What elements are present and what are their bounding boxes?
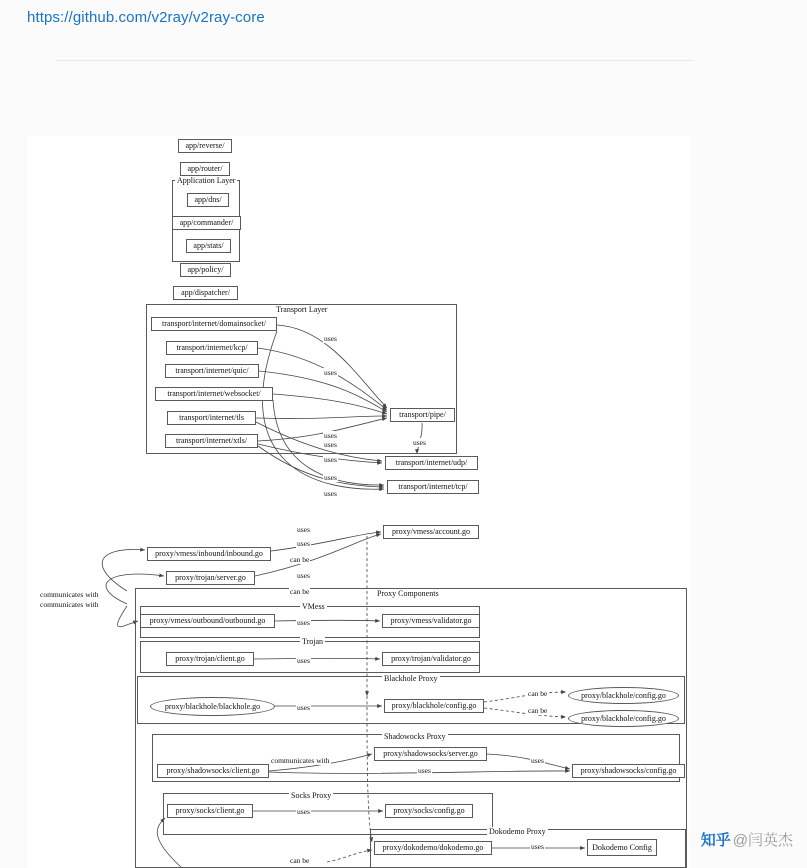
edge-label: uses — [297, 539, 310, 548]
edge-label: can be — [528, 706, 548, 715]
zhihu-logo: 知乎 — [700, 832, 731, 849]
node-transport-kcp[interactable]: transport/internet/kcp/ — [166, 341, 258, 355]
node-shadowsocks-server[interactable]: proxy/shadowsocks/server.go — [374, 747, 487, 761]
node-transport-udp[interactable]: transport/internet/udp/ — [385, 456, 478, 470]
cluster-label-socks-proxy: Socks Proxy — [291, 791, 332, 800]
edge-label: uses — [324, 455, 337, 464]
node-trojan-validator[interactable]: proxy/trojan/validator.go — [382, 652, 480, 666]
node-shadowsocks-config[interactable]: proxy/shadowsocks/config.go — [572, 764, 685, 778]
node-socks-config[interactable]: proxy/socks/config.go — [385, 804, 473, 818]
edge-label: can be — [290, 856, 310, 865]
cluster-label-trojan: Trojan — [302, 637, 324, 646]
edge-label: uses — [413, 438, 426, 447]
node-trojan-client[interactable]: proxy/trojan/client.go — [166, 652, 254, 666]
edge-label: uses — [324, 368, 337, 377]
cluster-label-dokodemo-proxy: Dokodemo Proxy — [489, 827, 546, 836]
edge-label: communicates with — [40, 590, 99, 599]
edge-label: uses — [297, 571, 310, 580]
node-app-dispatcher[interactable]: app/dispatcher/ — [173, 286, 238, 300]
node-vmess-account[interactable]: proxy/vmess/account.go — [383, 525, 479, 539]
node-dokodemo-dokodemo[interactable]: proxy/dokodemo/dokodemo.go — [374, 841, 492, 855]
edge-label: uses — [324, 440, 337, 449]
edge-label: communicates with — [40, 600, 99, 609]
node-transport-domainsocket[interactable]: transport/internet/domainsocket/ — [151, 317, 277, 331]
cluster-label-vmess: VMess — [302, 602, 325, 611]
node-trojan-server[interactable]: proxy/trojan/server.go — [166, 571, 255, 585]
node-blackhole-config-3[interactable]: proxy/blackhole/config.go — [568, 710, 679, 727]
edge-label: communicates with — [271, 756, 330, 765]
node-vmess-outbound[interactable]: proxy/vmess/outbound/outbound.go — [140, 614, 275, 628]
node-transport-tcp[interactable]: transport/internet/tcp/ — [387, 480, 479, 494]
diagram-canvas — [27, 136, 690, 868]
node-transport-websocket[interactable]: transport/internet/websocket/ — [155, 387, 273, 401]
edge-label: uses — [297, 807, 310, 816]
edge-label: uses — [297, 525, 310, 534]
edge-label: uses — [297, 656, 310, 665]
node-vmess-validator[interactable]: proxy/vmess/validator.go — [382, 614, 480, 628]
node-socks-client[interactable]: proxy/socks/client.go — [167, 804, 253, 818]
edge-label: uses — [324, 489, 337, 498]
edge-label: can be — [290, 587, 310, 596]
node-dokodemo-config[interactable]: Dokodemo Config — [587, 839, 657, 856]
page-header — [0, 0, 807, 136]
node-blackhole-blackhole[interactable]: proxy/blackhole/blackhole.go — [150, 697, 275, 716]
node-app-stats[interactable]: app/stats/ — [186, 239, 231, 253]
edge-label: uses — [324, 334, 337, 343]
edge-label: can be — [528, 689, 548, 698]
edge-label: uses — [531, 756, 544, 765]
edge-label: uses — [297, 618, 310, 627]
node-vmess-inbound[interactable]: proxy/vmess/inbound/inbound.go — [147, 547, 271, 561]
edge-label: uses — [531, 842, 544, 851]
node-blackhole-config-2[interactable]: proxy/blackhole/config.go — [568, 687, 679, 704]
edge-label: uses — [324, 473, 337, 482]
node-shadowsocks-client[interactable]: proxy/shadowsocks/client.go — [157, 764, 269, 778]
node-app-dns[interactable]: app/dns/ — [187, 193, 229, 207]
edge-label: uses — [297, 703, 310, 712]
node-transport-tls[interactable]: transport/internet/tls — [167, 411, 256, 425]
cluster-label-shadowsocks-proxy: Shadowocks Proxy — [384, 732, 446, 741]
edge-label: uses — [418, 766, 431, 775]
watermark — [701, 829, 793, 850]
cluster-label-application-layer: Application Layer — [177, 176, 236, 185]
header-divider — [56, 60, 694, 61]
node-transport-xtls[interactable]: transport/internet/xtls/ — [165, 434, 258, 448]
node-app-policy[interactable]: app/policy/ — [180, 263, 231, 277]
cluster-label-blackhole-proxy: Blackhole Proxy — [384, 674, 438, 683]
watermark-author: @闫英杰 — [732, 832, 793, 849]
node-app-commander[interactable]: app/commander/ — [172, 216, 241, 230]
edge-label: uses — [324, 431, 337, 440]
edge-label: can be — [290, 555, 310, 564]
cluster-label-proxy-components: Proxy Components — [377, 589, 439, 598]
node-transport-pipe[interactable]: transport/pipe/ — [390, 408, 455, 422]
node-app-router[interactable]: app/router/ — [180, 162, 230, 176]
repository-link[interactable]: https://github.com/v2ray/v2ray-core — [27, 9, 265, 26]
node-app-reverse[interactable]: app/reverse/ — [178, 139, 232, 153]
node-transport-quic[interactable]: transport/internet/quic/ — [165, 364, 259, 378]
node-blackhole-config-1[interactable]: proxy/blackhole/config.go — [384, 699, 484, 713]
cluster-label-transport-layer: Transport Layer — [276, 305, 328, 314]
